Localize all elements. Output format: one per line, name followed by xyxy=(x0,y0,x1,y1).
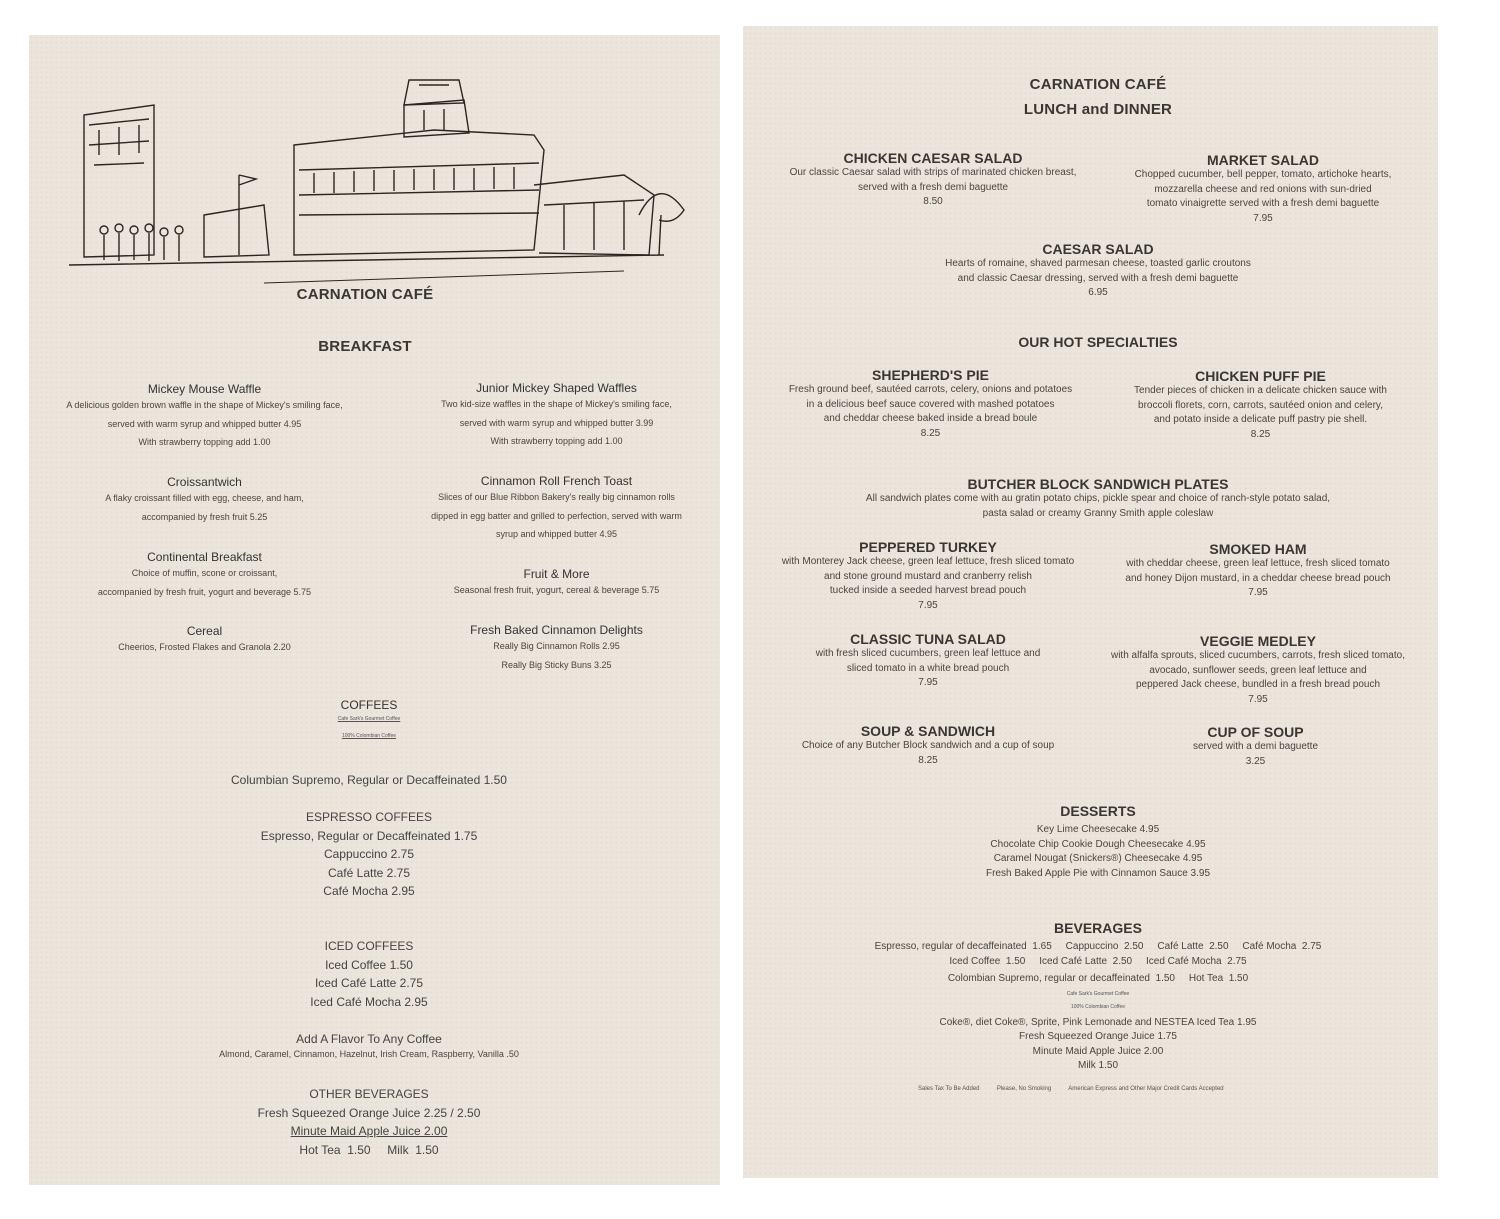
item-line: with fresh sliced cucumbers, green leaf lettuce and xyxy=(815,648,1041,659)
menu-item xyxy=(1093,633,1423,707)
item-name: PEPPERED TURKEY xyxy=(859,539,997,555)
iced-line: Iced Café Mocha 2.95 xyxy=(310,994,428,1009)
flavor-title: Add A Flavor To Any Coffee xyxy=(296,1032,442,1046)
coffee-line: Columbian Supremo, Regular or Decaffeinated 1.50 xyxy=(231,773,507,787)
item-line: syrup and whipped butter 4.95 xyxy=(495,529,618,539)
item-line: served with warm syrup and whipped butter 4.95 xyxy=(107,418,302,429)
item-line: Tender pieces of chicken in a delicate chicken sauce with xyxy=(1134,385,1387,396)
beverage-line: Iced Coffee 1.50 Iced Café Latte 2.50 Iced Café Mocha 2.75 xyxy=(949,955,1247,967)
breakfast-title: BREAKFAST xyxy=(318,338,412,355)
iced-line: Iced Café Latte 2.75 xyxy=(314,976,424,990)
breakfast-menu-page xyxy=(29,35,720,1185)
espresso-line: Café Latte 2.75 xyxy=(327,865,411,880)
espresso-line: Espresso, Regular or Decaffeinated 1.75 xyxy=(260,828,478,843)
item-line: mozzarella cheese and red onions with sun-dried xyxy=(1154,183,1372,195)
item-line: with Monterey Jack cheese, green leaf lettuce, fresh sliced tomato xyxy=(781,556,1075,567)
item-line: in a delicious beef sauce covered with mashed potatoes xyxy=(806,398,1055,410)
dessert-line: Caramel Nougat (Snickers®) Cheesecake 4.95 xyxy=(993,853,1203,864)
iced-title: ICED COFFEES xyxy=(324,939,414,953)
flavor-line: Almond, Caramel, Cinnamon, Hazelnut, Irish Cream, Raspberry, Vanilla .50 xyxy=(219,1048,519,1059)
menu-item xyxy=(758,631,1098,691)
item-line: served with warm syrup and whipped butter 3.99 xyxy=(459,417,654,428)
espresso-line: Cappuccino 2.75 xyxy=(323,847,415,861)
item-name: Mickey Mouse Waffle xyxy=(147,382,262,396)
item-line: 8.50 xyxy=(923,196,943,207)
coffees-section xyxy=(219,698,519,739)
item-line: 7.95 xyxy=(1253,212,1273,224)
item-line: tomato vinaigrette served with a fresh demi baguette xyxy=(1146,198,1380,209)
item-line: 7.95 xyxy=(918,599,938,611)
iced-line: Iced Coffee 1.50 xyxy=(325,957,413,972)
item-line: Chopped cucumber, bell pepper, tomato, artichoke hearts, xyxy=(1134,169,1392,180)
item-line: Choice of any Butcher Block sandwich and a cup of soup xyxy=(801,740,1055,751)
item-line: dipped in egg batter and grilled to perfection, served with warm xyxy=(431,510,682,521)
menu-item xyxy=(47,382,362,452)
item-line: peppered Jack cheese, bundled in a fresh bread pouch xyxy=(1135,679,1381,690)
menu-item xyxy=(1103,541,1413,601)
desserts-title: DESSERTS xyxy=(1060,803,1136,819)
item-line: Really Big Cinnamon Rolls 2.95 xyxy=(493,641,620,651)
item-line: Two kid-size waffles in the shape of Mickey's smiling face, xyxy=(441,399,672,409)
item-line: 3.25 xyxy=(1245,755,1266,767)
item-line: Cheerios, Frosted Flakes and Granola 2.20 xyxy=(118,642,291,652)
menu-item xyxy=(758,539,1098,613)
beverage-line: Fresh Squeezed Orange Juice 1.75 xyxy=(1019,1031,1177,1042)
item-line: sliced tomato in a white bread pouch xyxy=(846,662,1010,674)
item-name: SMOKED HAM xyxy=(1209,541,1307,557)
item-line: served with a demi baguette xyxy=(1192,741,1319,752)
iced-section xyxy=(179,937,559,1011)
hot-specialties-title: OUR HOT SPECIALTIES xyxy=(1018,334,1178,350)
item-name: Croissantwich xyxy=(167,475,242,489)
coffee-origin: 100% Colombian Coffee xyxy=(341,733,397,739)
beverage-line: Coke®, diet Coke®, Sprite, Pink Lemonade and NESTEA Iced Tea 1.95 xyxy=(939,1016,1257,1028)
coffees-title: COFFEES xyxy=(340,698,398,712)
beverage-line: Minute Maid Apple Juice 2.00 xyxy=(1032,1045,1164,1057)
lunch-dinner-menu-page xyxy=(743,26,1438,1178)
item-line: with cheddar cheese, green leaf lettuce, fresh sliced tomato xyxy=(1126,558,1390,569)
item-line: accompanied by fresh fruit, yogurt and beverage 5.75 xyxy=(97,586,312,597)
item-name: Fresh Baked Cinnamon Delights xyxy=(470,623,643,637)
item-line: 7.95 xyxy=(1248,587,1268,598)
menu-item xyxy=(763,150,1103,210)
menu-item xyxy=(404,623,709,674)
item-line: A flaky croissant filled with egg, cheese, and ham, xyxy=(105,493,304,503)
item-name: CAESAR SALAD xyxy=(1042,241,1154,257)
menu-item xyxy=(404,474,709,544)
item-name: CUP OF SOUP xyxy=(1207,724,1304,740)
item-line: 8.25 xyxy=(918,754,938,766)
other-line: Fresh Squeezed Orange Juice 2.25 / 2.50 xyxy=(257,1105,481,1120)
coffee-brand: Cafe Sark's Gourmet Coffee xyxy=(1066,990,1130,997)
menu-item xyxy=(763,367,1098,441)
item-line: Fresh ground beef, sautéed carrots, celery, onions and potatoes xyxy=(788,384,1073,395)
menu-item xyxy=(1103,368,1418,442)
desserts-section xyxy=(893,803,1303,881)
item-line: accompanied by fresh fruit 5.25 xyxy=(141,511,268,522)
beverages-section xyxy=(803,920,1393,1074)
item-name: VEGGIE MEDLEY xyxy=(1200,633,1316,649)
item-name: SOUP & SANDWICH xyxy=(860,723,996,739)
item-line: 7.95 xyxy=(1248,693,1268,705)
menu-item xyxy=(47,550,362,601)
espresso-line: Café Mocha 2.95 xyxy=(323,884,415,898)
item-name: Cinnamon Roll French Toast xyxy=(480,474,633,488)
coffee-origin: 100% Colombian Coffee xyxy=(1070,1003,1126,1010)
footer-tax: Sales Tax To Be Added xyxy=(918,1086,980,1092)
item-name: CHICKEN CAESAR SALAD xyxy=(843,150,1023,166)
item-line: 8.25 xyxy=(1250,428,1271,440)
menu-item xyxy=(47,475,362,526)
item-name: Fruit & More xyxy=(523,567,590,581)
item-line: served with a fresh demi baguette xyxy=(857,181,1009,193)
butcher-title: BUTCHER BLOCK SANDWICH PLATES xyxy=(967,476,1229,492)
other-line: Minute Maid Apple Juice 2.00 xyxy=(290,1124,448,1138)
other-line: Hot Tea 1.50 Milk 1.50 xyxy=(299,1142,439,1157)
cafe-building-illustration xyxy=(64,75,694,285)
item-line: A delicious golden brown waffle in the shape of Mickey's smiling face, xyxy=(66,400,343,410)
menu-item xyxy=(1103,152,1423,226)
beverage-line: Milk 1.50 xyxy=(1077,1060,1118,1071)
footer-cards: American Express and Other Major Credit Cards Accepted xyxy=(1068,1086,1224,1092)
espresso-section xyxy=(179,808,559,901)
flavor-section xyxy=(119,1030,619,1059)
item-line: Seasonal fresh fruit, yogurt, cereal & beverage 5.75 xyxy=(453,585,660,595)
item-name: CLASSIC TUNA SALAD xyxy=(850,631,1006,647)
item-name: MARKET SALAD xyxy=(1207,152,1319,168)
butcher-note-line: All sandwich plates come with au gratin potato chips, pickle spear and choice of ranch-style potato salad, xyxy=(865,493,1331,504)
item-name: SHEPHERD'S PIE xyxy=(872,367,989,383)
dessert-line: Key Lime Cheesecake 4.95 xyxy=(1036,824,1160,835)
other-title: OTHER BEVERAGES xyxy=(309,1087,429,1101)
dessert-line: Chocolate Chip Cookie Dough Cheesecake 4.95 xyxy=(990,838,1206,850)
cafe-name: CARNATION CAFÉ xyxy=(296,286,434,303)
item-line: Choice of muffin, scone or croissant, xyxy=(131,568,278,578)
espresso-title: ESPRESSO COFFEES xyxy=(305,810,433,824)
item-line: Really Big Sticky Buns 3.25 xyxy=(501,659,612,670)
item-name: Continental Breakfast xyxy=(147,550,262,564)
item-name: Cereal xyxy=(186,624,223,638)
menu-item xyxy=(404,381,709,451)
lunch-header xyxy=(743,72,1453,122)
menu-item xyxy=(47,624,362,657)
coffee-brand: Cafe Sark's Gourmet Coffee xyxy=(337,716,401,722)
item-name: Junior Mickey Shaped Waffles xyxy=(476,381,637,395)
menu-footer xyxy=(918,1086,1224,1092)
item-name: CHICKEN PUFF PIE xyxy=(1195,368,1326,384)
cafe-name: CARNATION CAFÉ xyxy=(1029,76,1167,93)
item-line: and stone ground mustard and cranberry relish xyxy=(824,570,1032,582)
item-line: and potato inside a delicate puff pastry pie shell. xyxy=(1153,414,1368,425)
item-line: and honey Dijon mustard, in a cheddar cheese bread pouch xyxy=(1125,572,1391,584)
item-line: and classic Caesar dressing, served with a fresh demi baguette xyxy=(957,272,1239,284)
item-line: With strawberry topping add 1.00 xyxy=(490,436,623,446)
item-line: 6.95 xyxy=(1088,287,1108,298)
beverage-line: Colombian Supremo, regular or decaffeinated 1.50 Hot Tea 1.50 xyxy=(947,973,1249,984)
item-line: Our classic Caesar salad with strips of marinated chicken breast, xyxy=(789,167,1077,178)
item-line: with alfalfa sprouts, sliced cucumbers, carrots, fresh sliced tomato, xyxy=(1110,650,1405,661)
menu-item xyxy=(758,723,1098,768)
item-line: tucked inside a seeded harvest bread pouch xyxy=(829,585,1027,596)
butcher-block-section xyxy=(803,476,1393,521)
item-line: avocado, sunflower seeds, green leaf lettuce and xyxy=(1149,664,1367,676)
item-line: broccoli florets, corn, carrots, sautéed onion and celery, xyxy=(1138,399,1383,411)
menu-item xyxy=(404,567,709,600)
dessert-line: Fresh Baked Apple Pie with Cinnamon Sauce 3.95 xyxy=(985,867,1211,879)
footer-smoking: Please, No Smoking xyxy=(996,1086,1052,1092)
item-line: With strawberry topping add 1.00 xyxy=(138,437,271,447)
item-line: and cheddar cheese baked inside a bread boule xyxy=(823,413,1038,424)
butcher-note-line: pasta salad or creamy Granny Smith apple coleslaw xyxy=(982,507,1214,519)
item-line: Slices of our Blue Ribbon Bakery's really big cinnamon rolls xyxy=(438,492,675,502)
lunch-title: LUNCH and DINNER xyxy=(1023,101,1173,118)
beverage-line: Espresso, regular of decaffeinated 1.65 Cappuccino 2.50 Café Latte 2.50 Café Mocha 2.75 xyxy=(874,941,1322,952)
beverages-title: BEVERAGES xyxy=(1054,920,1142,936)
item-line: Hearts of romaine, shaved parmesan cheese, toasted garlic croutons xyxy=(945,258,1251,269)
item-line: 7.95 xyxy=(918,677,938,688)
menu-item xyxy=(1103,724,1408,769)
other-beverages-section xyxy=(179,1085,559,1159)
menu-item xyxy=(893,241,1303,301)
item-line: 8.25 xyxy=(920,427,941,439)
